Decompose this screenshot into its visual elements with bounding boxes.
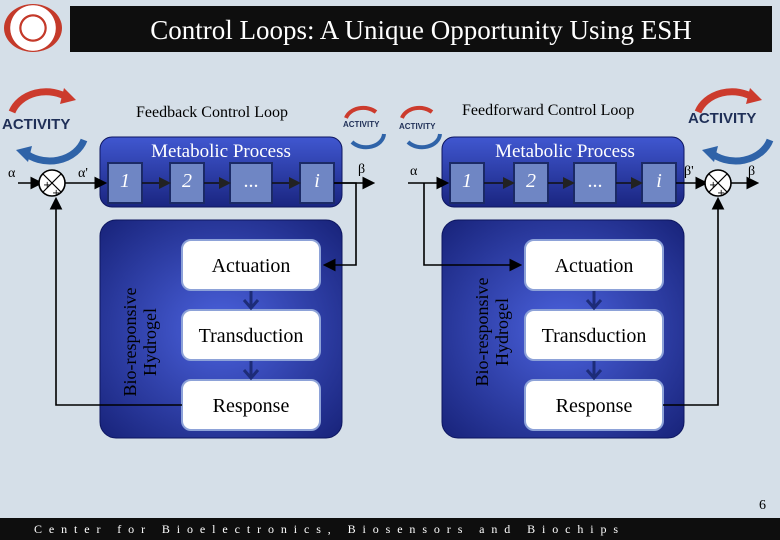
fb-step-2: 2 [182, 170, 192, 192]
fb-metabolic-process-label: Metabolic Process [151, 141, 291, 162]
ff-response-label: Response [555, 395, 633, 417]
activity-label-large-right: ACTIVITY [688, 110, 757, 127]
ff-side-line-1: Bio-responsive [472, 277, 492, 387]
ff-beta: β [748, 164, 756, 179]
fb-hydrogel-side-label [120, 262, 160, 422]
ff-step-dots: ... [587, 170, 603, 192]
ff-step-1: 1 [462, 170, 472, 192]
svg-text:+: + [52, 188, 61, 199]
fb-side-line-1: Bio-responsive [120, 287, 140, 397]
ff-side-line-2: Hydrogel [492, 298, 512, 366]
ff-actuation-label: Actuation [554, 255, 634, 277]
page-title: Control Loops: A Unique Opportunity Using ESH [150, 15, 692, 45]
ff-step-2: 2 [526, 170, 536, 192]
activity-label-small-2: ACTIVITY [399, 122, 436, 131]
page-number: 6 [759, 498, 766, 513]
activity-label-large-left: ACTIVITY [2, 116, 71, 133]
feedback-loop-title: Feedback Control Loop [136, 104, 288, 121]
fb-response-label: Response [212, 395, 290, 417]
svg-text:+: + [43, 180, 52, 191]
fb-alpha: α [8, 166, 16, 181]
fb-beta: β [358, 162, 366, 177]
feedforward-loop-title: Feedforward Control Loop [462, 102, 635, 119]
ff-beta-prime: β' [684, 164, 694, 179]
ff-transduction-label: Transduction [541, 325, 647, 347]
ff-hydrogel-side-label [472, 252, 512, 412]
ff-alpha: α [410, 164, 418, 179]
svg-text:+: + [709, 180, 718, 191]
fb-actuation-label: Actuation [211, 255, 291, 277]
activity-label-small-1: ACTIVITY [343, 120, 380, 129]
fb-alpha-prime: α' [78, 166, 88, 181]
fb-step-i: i [314, 170, 320, 192]
ff-step-i: i [656, 170, 662, 192]
fb-step-1: 1 [120, 170, 130, 192]
ff-metabolic-process-label: Metabolic Process [495, 141, 635, 162]
footer-text: Center for Bioelectronics, Biosensors and Biochips [0, 518, 780, 540]
fb-step-dots: ... [243, 170, 259, 192]
fb-transduction-label: Transduction [198, 325, 304, 347]
fb-side-line-2: Hydrogel [140, 308, 160, 376]
svg-text:+: + [717, 188, 726, 199]
